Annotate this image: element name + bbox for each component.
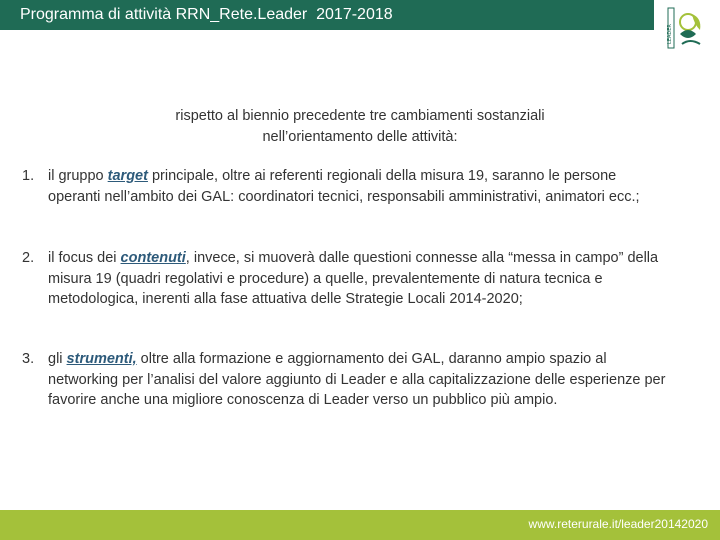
list-item-body: [48, 166, 672, 207]
intro-line-1: rispetto al biennio precedente tre cambiamenti sostanziali: [175, 108, 545, 124]
list-item-number: 3.: [22, 351, 35, 367]
footer-bar: [0, 510, 720, 540]
list-item: [22, 248, 672, 310]
intro-text: [100, 106, 620, 148]
list-item: [22, 349, 672, 411]
header-bar: [0, 0, 654, 30]
leader-logo: [662, 4, 714, 54]
svg-text:LEADER: LEADER: [667, 24, 673, 44]
footer-url: www.reterurale.it/leader20142020: [528, 517, 708, 531]
list-item-number: 1.: [22, 168, 35, 184]
keyword-target: target: [107, 168, 148, 184]
list-item-post: principale, oltre ai referenti regionali della misura 19, saranno le persone operanti nell’ambito dei GAL: coordinatori tecnici, responsabili amministrativi, animatori ecc.;: [48, 168, 640, 205]
keyword-contenuti: contenuti: [120, 250, 186, 266]
keyword-strumenti: strumenti,: [66, 351, 137, 367]
list-item-post: oltre alla formazione e aggiornamento dei GAL, daranno ampio spazio al networking per l’analisi del valore aggiunto di Leader e alla capitalizzazione delle esperienze per favorire anche una migliore conoscenza di Leader verso un pubblico più ampio.: [48, 351, 666, 408]
list-item-pre: il gruppo: [48, 168, 108, 184]
list-item-post: , invece, si muoverà dalle questioni connesse alla “messa in campo” della misura 19 (quadri regolativi e procedure) a quelle, prevalentemente di natura tecnica e metodologica, inerenti alla fase attuativa delle Strategie Locali 2014-2020;: [48, 250, 659, 307]
list-item: [22, 166, 672, 207]
page-title: Programma di attività RRN_Rete.Leader 2017-2018: [20, 6, 393, 23]
list-item-body: [48, 349, 672, 411]
list-item-body: [48, 248, 672, 310]
intro-line-2: nell’orientamento delle attività:: [262, 129, 458, 145]
list-item-pre: gli: [48, 351, 67, 367]
list-item-number: 2.: [22, 250, 35, 266]
leader-logo-icon: [662, 4, 714, 54]
list-item-pre: il focus dei: [48, 250, 121, 266]
